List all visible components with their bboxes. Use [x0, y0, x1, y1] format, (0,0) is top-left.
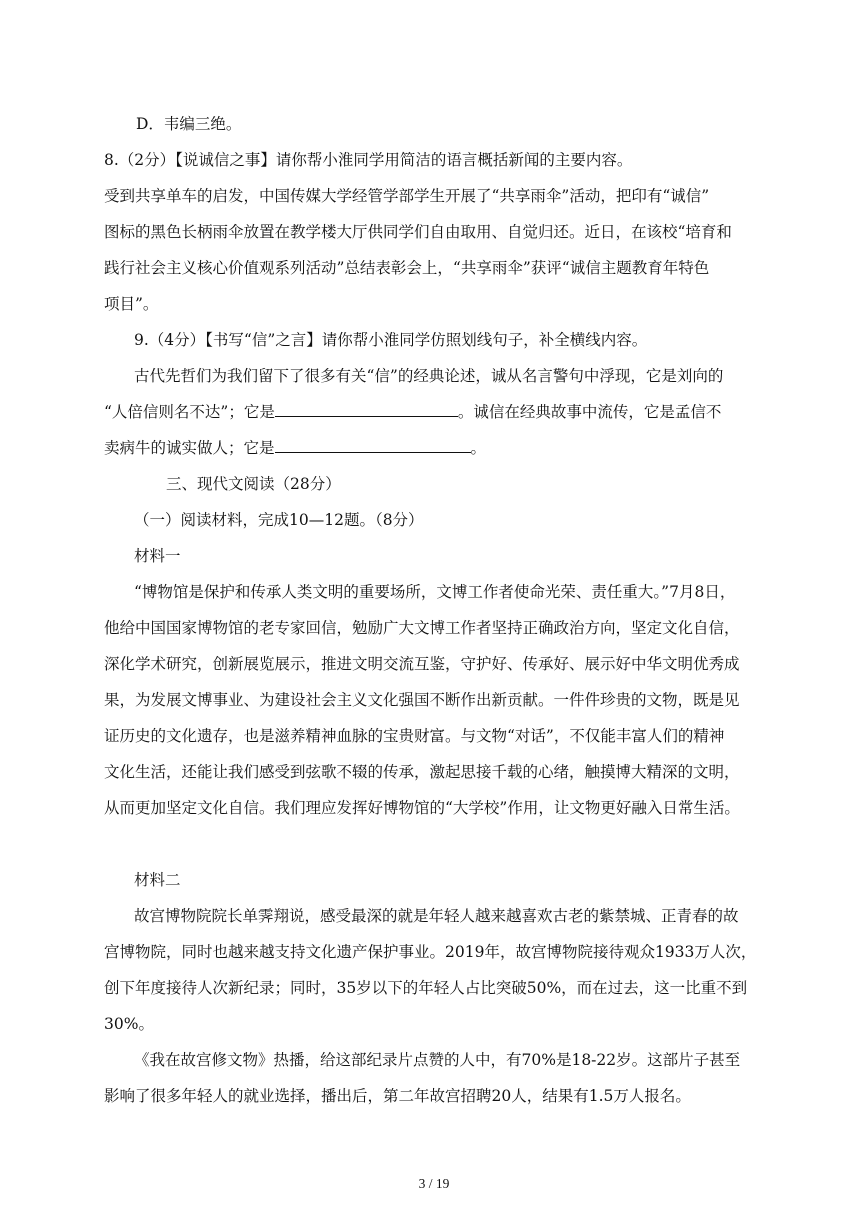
answer-blank-2[interactable]	[275, 438, 471, 453]
news-line-3: 践行社会主义核心价值观系列活动”总结表彰会上，“共享雨伞”获评“诚信主题教育年特色	[104, 259, 710, 277]
material-2-line-2: 宫博物院，同时也越来越支持文化遗产保护事业。2019年，故宫博物院接待观众1933万人次，	[104, 943, 757, 961]
material-2-line-1: 故宫博物院院长单霁翔说，感受最深的就是年轻人越来越喜欢古老的紫禁城、正青春的故	[134, 907, 739, 925]
news-line-1: 受到共享单车的启发，中国传媒大学经管学部学生开展了“共享雨伞”活动，把印有“诚信”	[104, 187, 710, 205]
answer-blank-1[interactable]	[275, 402, 458, 417]
q9-text-d: 。	[470, 439, 487, 457]
material-2-line-4: 30%。	[104, 1015, 154, 1033]
news-line-2: 图标的黑色长柄雨伞放置在教学楼大厅供同学们自由取用、自觉归还。近日，在该校“培育和	[104, 223, 732, 241]
question-9: 9.（4分）【书写“信”之言】请你帮小淮同学仿照划线句子，补全横线内容。	[134, 331, 648, 349]
material-1-line-1: “博物馆是保护和传承人类文明的重要场所，文博工作者使命光荣、责任重大。”7月8日，	[134, 583, 736, 601]
q9-para-line-1: 古代先哲们为我们留下了很多有关“信”的经典论述，诚从名言警句中浮现，它是刘向的	[134, 367, 724, 385]
news-line-4: 项目”。	[104, 295, 159, 313]
q9-text-c: 卖病牛的诚实做人；它是	[104, 439, 275, 457]
q9-para-line-3	[104, 438, 486, 458]
page-number: 3 / 19	[418, 1176, 450, 1191]
q9-text-b: 。诚信在经典故事中流传，它是孟信不	[457, 403, 722, 421]
material-1-line-4: 果，为发展文博事业、为建设社会主义文化强国不断作出新贡献。一件件珍贵的文物，既是见	[104, 691, 740, 709]
material-1-line-7: 从而更加坚定文化自信。我们理应发挥好博物馆的“大学校”作用，让文物更好融入日常生活。	[104, 799, 740, 817]
material-1-line-2: 他给中国国家博物馆的老专家回信，勉励广大文博工作者坚持正确政治方向，坚定文化自信，	[104, 619, 740, 637]
material-1-label: 材料一	[134, 547, 181, 565]
material-1-line-5: 证历史的文化遗存，也是滋养精神血脉的宝贵财富。与文物“对话”，不仅能丰富人们的精神	[104, 727, 725, 745]
material-2-line-5: 《我在故宫修文物》热播，给这部纪录片点赞的人中，有70%是18-22岁。这部片子甚至	[134, 1051, 741, 1069]
material-1-line-3: 深化学术研究，创新展览展示，推进文明交流互鉴，守护好、传承好、展示好中华文明优秀成	[104, 655, 740, 673]
material-2-line-6: 影响了很多年轻人的就业选择，播出后，第二年故宫招聘20人，结果有1.5万人报名。	[104, 1087, 691, 1105]
q9-para-line-2	[104, 402, 721, 422]
question-8: 8.（2分）【说诚信之事】请你帮小淮同学用简洁的语言概括新闻的主要内容。	[104, 151, 633, 169]
subsection-heading: （一）阅读材料，完成10—12题。（8分）	[134, 511, 424, 529]
q9-text-a: “人倍信则名不达”；它是	[104, 403, 275, 421]
material-2-label: 材料二	[134, 871, 181, 889]
section-heading: 三、现代文阅读（28分）	[166, 475, 341, 493]
material-1-line-6: 文化生活，还能让我们感受到弦歌不辍的传承，激起思接千载的心绪，触摸博大精深的文明，	[104, 763, 740, 781]
material-2-line-3: 创下年度接待人次新纪录；同时，35岁以下的年轻人占比突破50%，而在过去，这一比重不到	[104, 979, 748, 997]
option-d: D．韦编三绝。	[136, 115, 242, 133]
